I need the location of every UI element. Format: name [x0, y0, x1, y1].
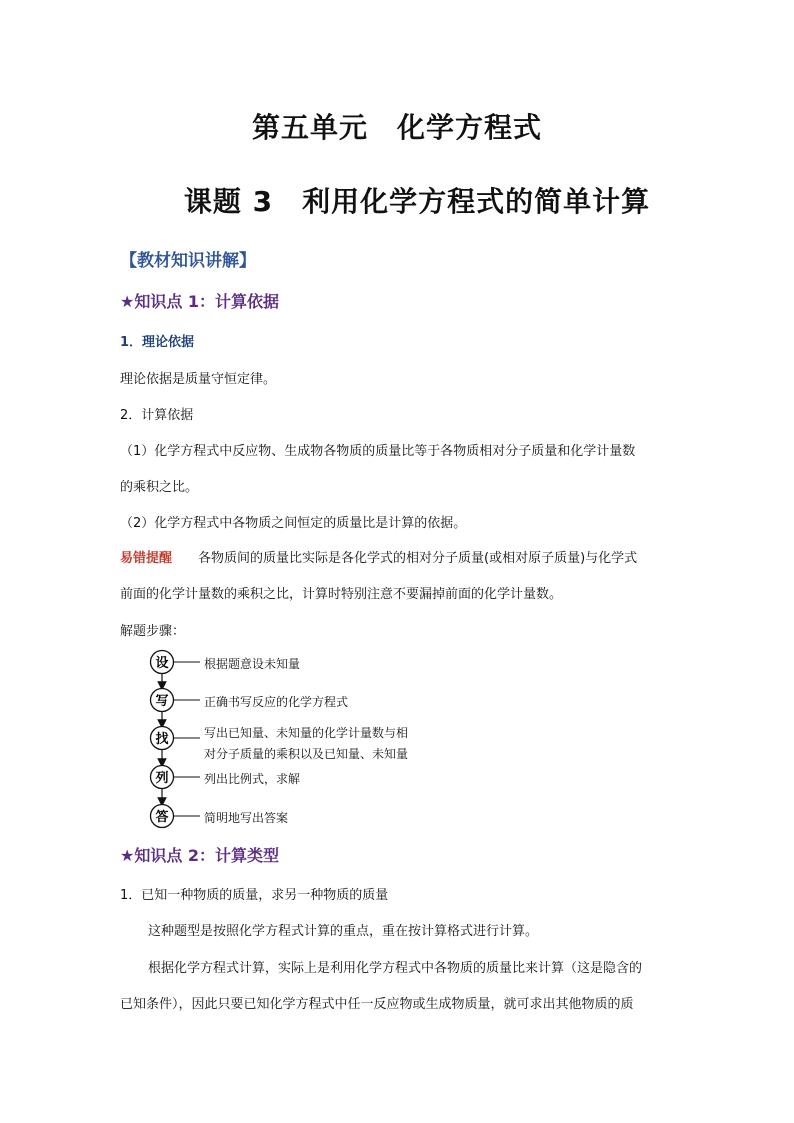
step-char-3: 找	[155, 732, 169, 747]
solution-steps-label: 解题步骤：	[120, 624, 186, 639]
knowledge-point-2-title: ★知识点 2：计算类型	[120, 846, 280, 865]
step-char-5: 答	[155, 810, 169, 825]
step-char-4: 列	[155, 771, 169, 786]
calc-type-1-p1: 这种题型是按照化学方程式计算的重点，重在按计算格式进行计算。	[148, 924, 539, 939]
lesson-title: 课题 3 利用化学方程式的简单计算	[183, 185, 651, 218]
theory-basis-label: 1．理论依据	[120, 335, 195, 350]
warning-text-line1: 各物质间的质量比实际是各化学式的相对分子质量(或相对原子质量)与化学式	[198, 551, 638, 566]
section-tag: 【教材知识讲解】	[120, 251, 256, 271]
calc-basis-p1-line1: （1）化学方程式中反应物、生成物各物质的质量比等于各物质相对分子质量和化学计量数	[120, 444, 636, 459]
calc-basis-p1-line2: 的乘积之比。	[120, 480, 199, 495]
calc-basis-p2: （2）化学方程式中各物质之间恒定的质量比是计算的依据。	[120, 516, 467, 531]
step-text-4: 列出比例式，求解	[204, 772, 301, 786]
calc-type-1-label: 1．已知一种物质的质量，求另一种物质的质量	[120, 888, 389, 903]
step-char-2: 写	[155, 694, 169, 709]
knowledge-point-1-title: ★知识点 1：计算依据	[120, 292, 280, 311]
step-text-2: 正确书写反应的化学方程式	[204, 695, 349, 709]
calc-type-1-p2-line2: 已知条件），因此只要已知化学方程式中任一反应物或生成物质量，就可求出其他物质的质	[120, 997, 634, 1012]
step-text-3b: 对分子质量的乘积以及已知量、未知量	[204, 747, 409, 761]
unit-title: 第五单元 化学方程式	[251, 111, 542, 144]
step-text-5: 简明地写出答案	[204, 811, 289, 825]
solution-steps-diagram	[140, 646, 210, 836]
calc-type-1-p2-line1: 根据化学方程式计算，实际上是利用化学方程式中各物质的质量比来计算（这是隐含的	[148, 961, 643, 976]
theory-basis-text: 理论依据是质量守恒定律。	[120, 372, 277, 387]
step-char-1: 设	[155, 656, 169, 671]
warning-label: 易错提醒	[120, 551, 173, 566]
step-text-3a: 写出已知量、未知量的化学计量数与相	[204, 726, 409, 740]
warning-text-line2: 前面的化学计量数的乘积之比，计算时特别注意不要漏掉前面的化学计量数。	[120, 587, 563, 602]
calc-basis-label: 2．计算依据	[120, 408, 194, 423]
step-text-1: 根据题意设未知量	[204, 657, 301, 671]
